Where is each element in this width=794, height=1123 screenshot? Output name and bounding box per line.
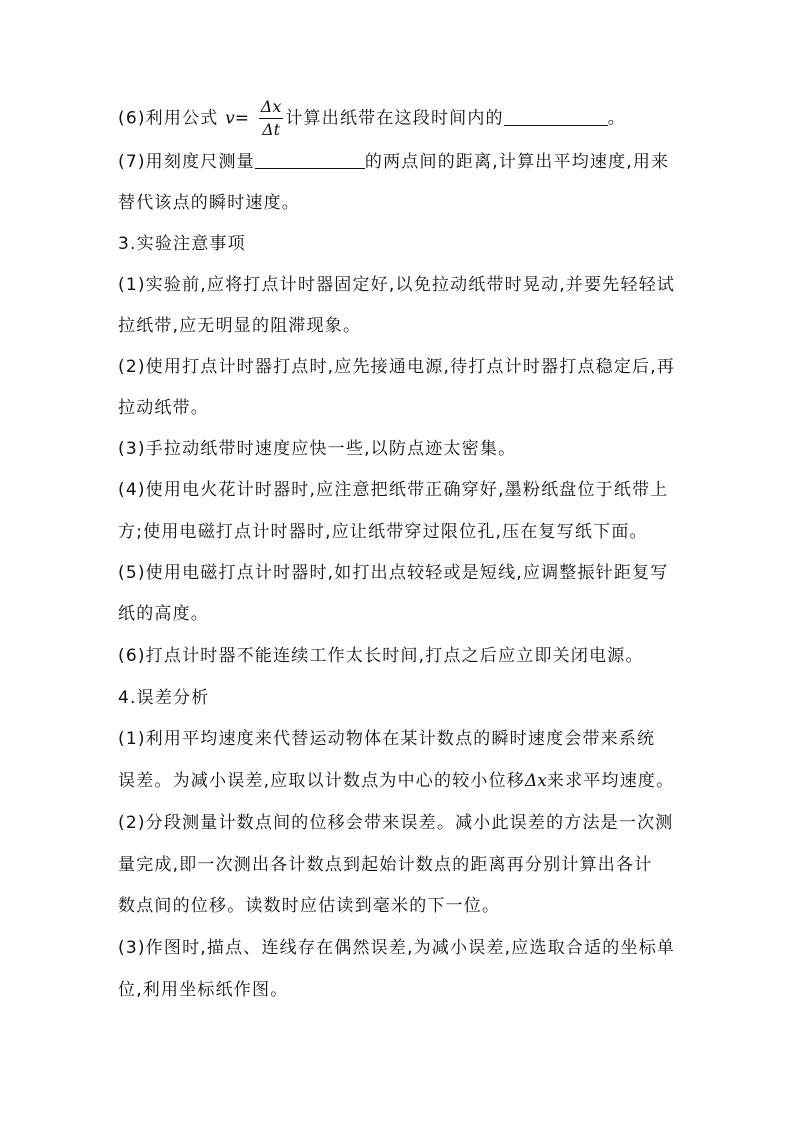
s3-p4-line-1: (4)使用电火花计时器时,应注意把纸带正确穿好,墨粉纸盘位于纸带上 <box>118 480 669 500</box>
s4-p1-line-2-a: 误差。为减小误差,应取以计数点为中心的较小位移 <box>118 771 526 791</box>
section-3-heading: 3.实验注意事项 <box>118 234 246 254</box>
fraction-numerator: Δx <box>260 97 282 116</box>
s4-p1-line-2 <box>118 769 718 793</box>
s4-p3-line-1: (3)作图时,描点、连线存在偶然误差,为减小误差,应选取合适的坐标单 <box>118 938 676 958</box>
item-7-suffix: 的两点间的距离,计算出平均速度,用来 <box>364 152 670 172</box>
s3-p4-line-2: 方;使用电磁打点计时器时,应让纸带穿过限位孔,压在复写纸下面。 <box>118 522 648 542</box>
equals-sign: = <box>234 108 251 129</box>
item-6-suffix: 计算出纸带在这段时间内的 <box>285 108 504 129</box>
fill-in-blank[interactable] <box>504 109 608 126</box>
item-7-line-1 <box>118 150 718 174</box>
s3-p1-line-2: 拉纸带,应无明显的阻滞现象。 <box>118 316 362 336</box>
s3-p2-line-2: 拉动纸带。 <box>118 398 209 418</box>
s3-p1-line-1: (1)实验前,应将打点计时器固定好,以免拉动纸带时晃动,并要先轻轻试 <box>118 275 676 295</box>
item-7-prefix: (7)用刻度尺测量 <box>118 152 255 172</box>
s3-p3-line-1: (3)手拉动纸带时速度应快一些,以防点迹太密集。 <box>118 439 517 459</box>
velocity-symbol: v <box>225 108 235 129</box>
s4-p3-line-2: 位,利用坐标纸作图。 <box>118 980 289 1000</box>
item-6-end: 。 <box>607 108 626 129</box>
item-7-line-2: 替代该点的瞬时速度。 <box>118 193 300 213</box>
fraction-bar <box>259 118 284 119</box>
s3-p5-line-1: (5)使用电磁打点计时器时,如打出点较轻或是短线,应调整振针距复写 <box>118 563 669 583</box>
s4-p2-line-3: 数点间的位移。读数时应估读到毫米的下一位。 <box>118 896 501 916</box>
s3-p2-line-1: (2)使用打点计时器打点时,应先接通电源,待打点计时器打点稳定后,再 <box>118 357 676 377</box>
fill-in-blank[interactable] <box>255 152 365 169</box>
s3-p6-line-1: (6)打点计时器不能连续工作太长时间,打点之后应立即关闭电源。 <box>118 646 644 666</box>
s3-p5-line-2: 纸的高度。 <box>118 604 209 624</box>
item-6-prefix: (6)利用公式 <box>118 108 219 129</box>
s4-p2-line-2: 量完成,即一次测出各计数点到起始计数点的距离再分别计算出各计 <box>118 855 653 875</box>
s4-p1-line-1: (1)利用平均速度来代替运动物体在某计数点的瞬时速度会带来系统 <box>118 729 656 749</box>
delta-x-symbol: Δx <box>525 771 547 791</box>
item-6-line <box>118 98 718 139</box>
velocity-fraction <box>259 98 284 139</box>
s4-p1-line-2-b: 来求平均速度。 <box>546 771 675 791</box>
s4-p2-line-1: (2)分段测量计数点间的位移会带来误差。减小此误差的方法是一次测 <box>118 813 674 833</box>
fraction-denominator: Δt <box>262 120 281 139</box>
section-4-heading: 4.误差分析 <box>118 688 210 708</box>
